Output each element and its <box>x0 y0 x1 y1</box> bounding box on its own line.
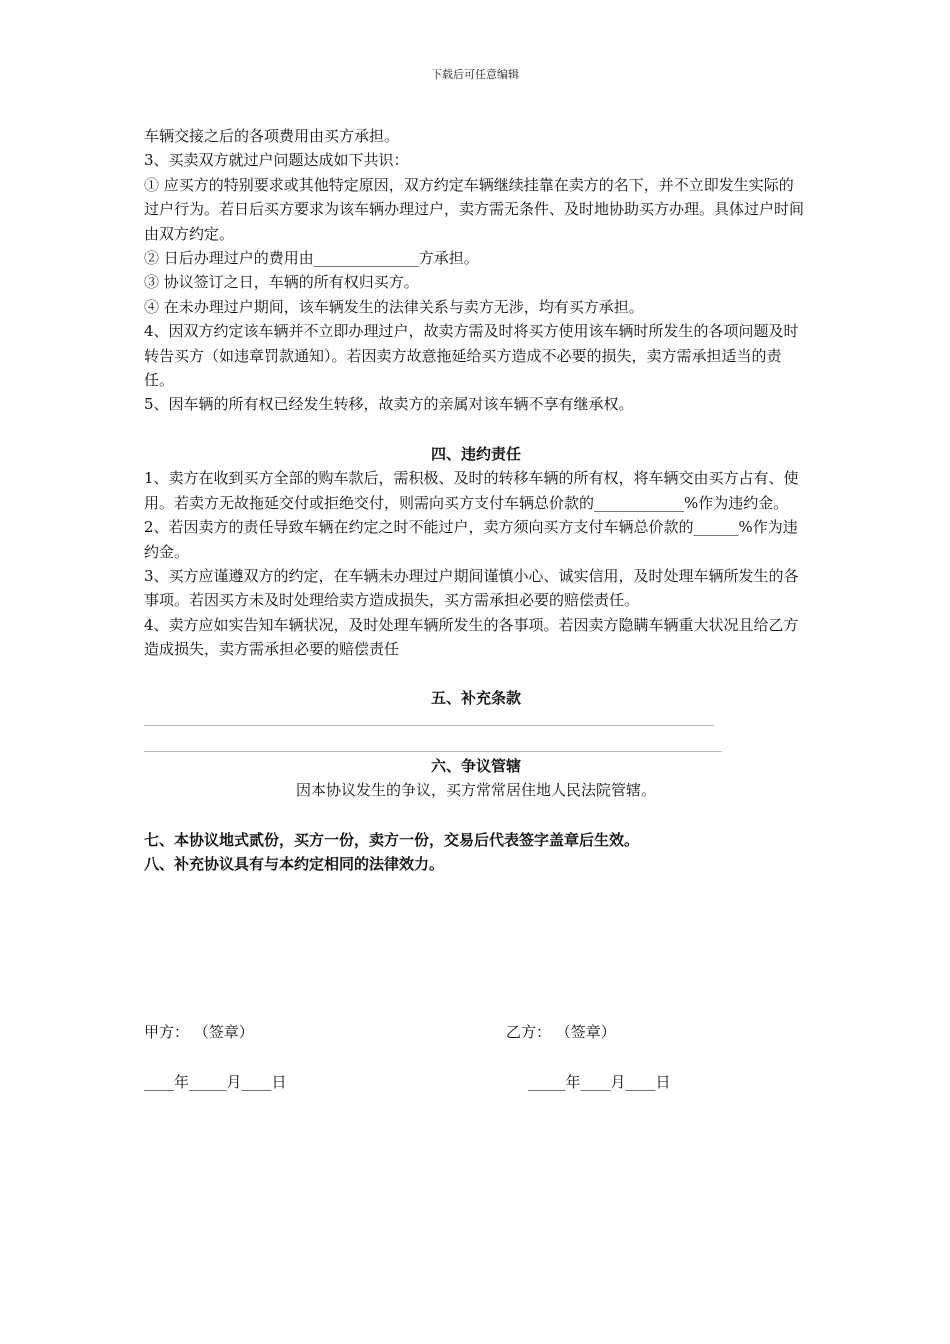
paragraph: 4、卖方应如实告知车辆状况，及时处理车辆所发生的各事项。若因卖方隐瞒车辆重大状况且给乙方造成损失，卖方需承担必要的赔偿责任 <box>144 615 799 659</box>
party-b-signature: 乙方： （签章） <box>506 1023 616 1041</box>
document-body <box>144 124 808 877</box>
party-a-signature: 甲方： （签章） <box>144 1023 254 1041</box>
blank-line <box>144 725 714 726</box>
clause-seven: 七、本协议地式贰份，买方一份，卖方一份，交易后代表签字盖章后生效。 <box>144 830 640 849</box>
paragraph: 2、若因卖方的责任导致车辆在约定之时不能过户，卖方须向买方支付车辆总价款的______%作为违约金。 <box>144 518 798 561</box>
paragraph: ③ 协议签订之日，车辆的所有权归买方。 <box>144 273 419 292</box>
section-heading-jurisdiction: 六、争议管辖 <box>430 756 521 775</box>
section-heading-breach: 四、违约责任 <box>430 444 521 463</box>
party-a-date: ____年_____月____日 <box>144 1073 287 1091</box>
paragraph: 车辆交接之后的各项费用由买方承担。 <box>144 127 400 145</box>
paragraph: ② 日后办理过户的费用由______________方承担。 <box>144 249 479 268</box>
paragraph: 3、买卖双方就过户问题达成如下共识： <box>144 151 409 170</box>
page-header: 下载后可任意编辑 <box>431 68 519 81</box>
paragraph: ① 应买方的特别要求或其他特定原因，双方约定车辆继续挂靠在卖方的名下，并不立即发生实际的过户行为。若日后买方要求为该车辆办理过户，卖方需无条件、及时地协助买方办理。具体过户时间由双方约定。 <box>144 175 805 243</box>
paragraph: 因本协议发生的争议，买方常常居住地人民法院管辖。 <box>295 781 656 800</box>
section-heading-supplement: 五、补充条款 <box>430 688 521 707</box>
paragraph: 5、因车辆的所有权已经发生转移，故卖方的亲属对该车辆不享有继承权。 <box>144 395 634 414</box>
paragraph: 3、买方应谨遵双方的约定，在车辆未办理过户期间谨慎小心、诚实信用，及时处理车辆所发生的各事项。若因买方未及时处理给卖方造成损失，买方需承担必要的赔偿责任。 <box>144 566 799 610</box>
paragraph: 4、因双方约定该车辆并不立即办理过户，故卖方需及时将买方使用该车辆时所发生的各项问题及时转告买方（如违章罚款通知）。若因卖方故意拖延给买方造成不必要的损失，卖方需承担适当的责任。 <box>144 322 799 390</box>
paragraph: 1、卖方在收到买方全部的购车款后，需积极、及时的转移车辆的所有权，将车辆交由买方占有、使用。若卖方无故拖延交付或拒绝交付，则需向买方支付车辆总价款的____________%作为违约金。 <box>144 469 799 512</box>
paragraph: ④ 在未办理过户期间，该车辆发生的法律关系与卖方无涉，均有买方承担。 <box>144 297 644 316</box>
blank-line <box>144 751 722 752</box>
party-b-date: _____年____月____日 <box>528 1073 671 1091</box>
clause-eight: 八、补充协议具有与本约定相同的法律效力。 <box>144 855 445 874</box>
